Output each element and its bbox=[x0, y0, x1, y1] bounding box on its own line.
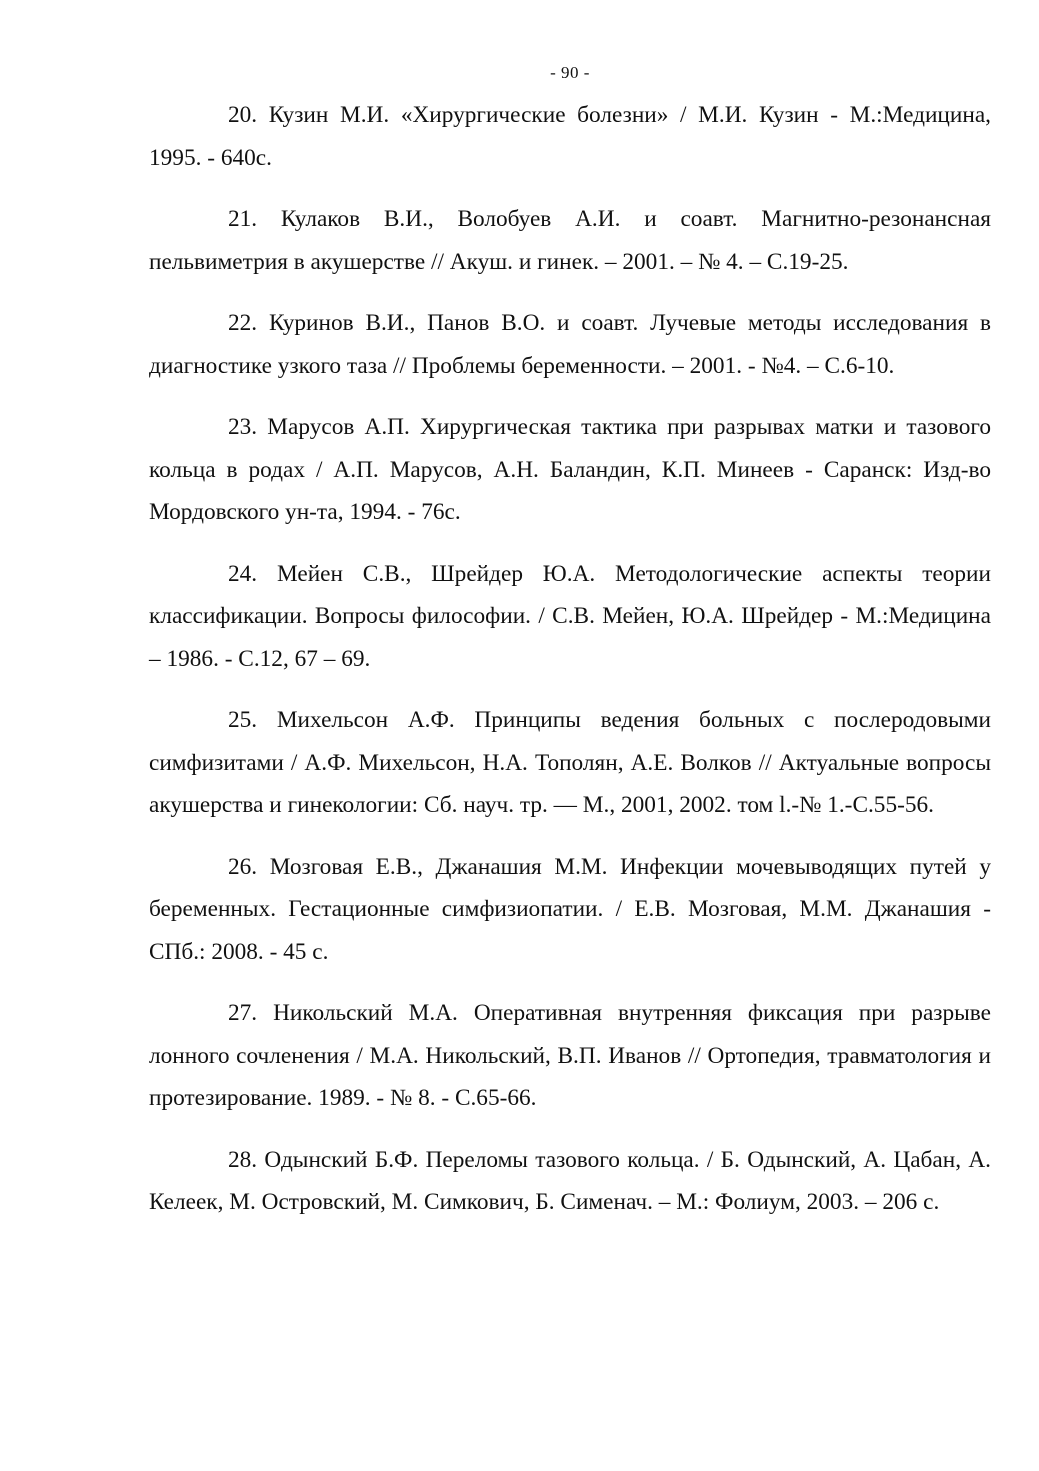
reference-item: 25. Михельсон А.Ф. Принципы ведения больных с послеродовыми симфизитами / А.Ф. Михельсон, Н.А. Тополян, А.Е. Волков // Актуальные вопросы акушерства и гинекологии: Сб. науч. тр. — М., 2001, 2002. том l.-№ 1.-С.55-56. bbox=[149, 707, 991, 818]
reference-item: 28. Одынский Б.Ф. Переломы тазового кольца. / Б. Одынский, А. Цабан, А. Келеек, М. Островский, М. Симкович, Б. Сименач. – М.: Фолиум, 2003. – 206 с. bbox=[149, 1146, 991, 1215]
reference-item: 27. Никольский М.А. Оперативная внутренняя фиксация при разрыве лонного сочленения / М.А. Никольский, В.П. Иванов // Ортопедия, травматология и протезирование. 1989. - № 8. - С.65-66. bbox=[149, 1000, 991, 1111]
reference-item: 22. Куринов В.И., Панов В.О. и соавт. Лучевые методы исследования в диагностике узкого таза // Проблемы беременности. – 2001. - №4. – С.6-10. bbox=[149, 310, 991, 379]
reference-item: 24. Мейен С.В., Шрейдер Ю.А. Методологические аспекты теории классификации. Вопросы философии. / С.В. Мейен, Ю.А. Шрейдер - М.:Медицина – 1986. - С.12, 67 – 69. bbox=[149, 560, 991, 672]
reference-item: 20. Кузин М.И. «Хирургические болезни» / М.И. Кузин - М.:Медицина, 1995. - 640с. bbox=[149, 102, 991, 171]
reference-item: 21. Кулаков В.И., Волобуев А.И. и соавт. Магнитно-резонансная пельвиметрия в акушерстве // Акуш. и гинек. – 2001. – № 4. – С.19-25. bbox=[149, 206, 991, 275]
reference-item: 23. Марусов А.П. Хирургическая тактика при разрывах матки и тазового кольца в родах / А.П. Марусов, А.Н. Баландин, К.П. Минеев - Саранск: Изд-во Мордовского ун-та, 1994. - 76с. bbox=[149, 414, 991, 525]
reference-list bbox=[149, 94, 991, 1243]
reference-item: 26. Мозговая Е.В., Джанашия М.М. Инфекции мочевыводящих путей у беременных. Гестационные симфизиопатии. / Е.В. Мозговая, М.М. Джанашия - СПб.: 2008. - 45 с. bbox=[149, 853, 991, 965]
page-number: - 90 - bbox=[550, 63, 590, 82]
